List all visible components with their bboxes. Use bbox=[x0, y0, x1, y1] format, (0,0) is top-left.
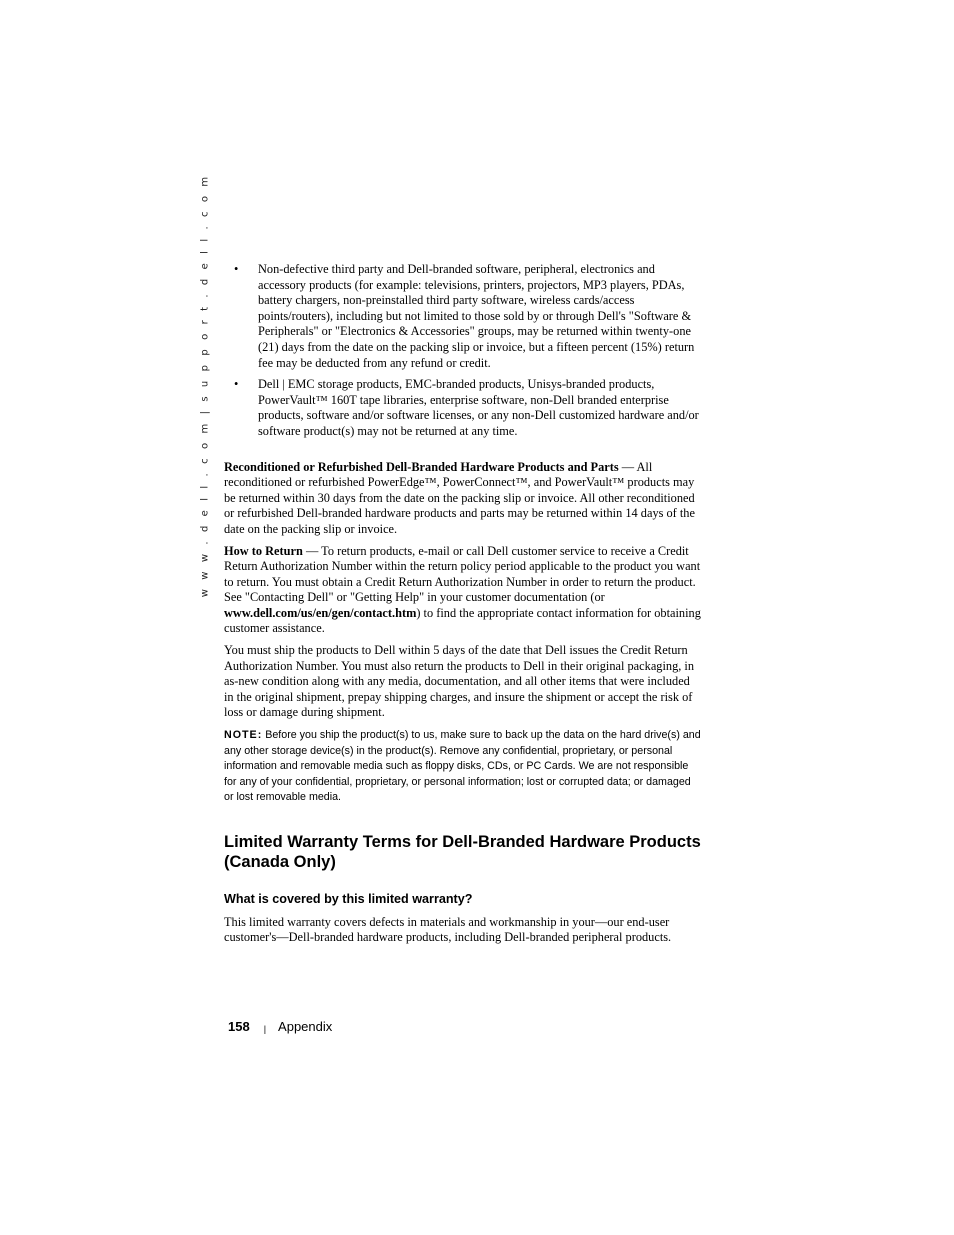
section-heading: Limited Warranty Terms for Dell-Branded Hardware Products (Canada Only) bbox=[224, 832, 701, 872]
note-text: Before you ship the product(s) to us, make sure to back up the data on the hard drive(s) and any other storage device(s) in the product(s). Remove any confidential, proprietary, or personal information and removable media such as floppy disks, CDs, or PC Cards. We are not responsible for any of your confidential, proprietary, or personal information; lost or corrupted data; or damaged or lost removable media. bbox=[224, 729, 701, 804]
reconditioned-text: — All reconditioned or refurbished PowerEdge™, PowerConnect™, and PowerVault™ products may be returned within 30 days from the date on the packing slip or invoice. All other reconditioned or refurbished Dell-branded hardware products and parts may be returned within 14 days of the date on the packing slip or invoice. bbox=[224, 459, 695, 536]
list-item bbox=[224, 377, 702, 439]
how-to-return-text-end: ) to find the appropriate contact information for obtaining customer assistance. bbox=[224, 605, 701, 636]
subheading: What is covered by this limited warranty? bbox=[224, 891, 473, 906]
reconditioned-lead: Reconditioned or Refurbished Dell-Branded Hardware Products and Parts bbox=[224, 459, 619, 474]
page-number: 158 bbox=[228, 1019, 250, 1034]
page-footer bbox=[228, 1018, 332, 1038]
page-content bbox=[224, 262, 702, 952]
side-url-text bbox=[197, 173, 213, 597]
bullet-icon: • bbox=[234, 377, 239, 392]
footer-separator: | bbox=[263, 1024, 267, 1034]
return-exceptions-list bbox=[224, 262, 702, 440]
reconditioned-paragraph bbox=[224, 460, 702, 538]
footer-section-label: Appendix bbox=[278, 1019, 333, 1034]
how-to-return-paragraph bbox=[224, 544, 702, 638]
list-item-text: Non-defective third party and Dell-branded software, peripheral, electronics and accessory products (for example: televisions, printers, projectors, MP3 players, PDAs, battery chargers, non-preinstalled third party software, wireless cards/access points/routers), including but not limited to those sold by or through Dell's "Software & Peripherals" or "Electronics & Accessories" groups, may be returned within twenty-one (21) days from the date on the packing slip or invoice, but a fifteen percent (15%) return fee may be deducted from any refund or credit. bbox=[258, 262, 695, 370]
note-label: NOTE: bbox=[224, 729, 263, 742]
note-box bbox=[224, 728, 702, 806]
covered-paragraph: This limited warranty covers defects in materials and workmanship in your—our end-user customer's—Dell-branded hardware products, including Dell-branded peripheral products. bbox=[224, 914, 672, 945]
list-item bbox=[224, 262, 702, 371]
how-to-return-lead: How to Return bbox=[224, 543, 303, 558]
contact-url-link[interactable]: www.dell.com/us/en/gen/contact.htm bbox=[224, 605, 417, 620]
side-url-label: w w w . d e l l . c o m | s u p p o r t . d e l l . c o m bbox=[199, 173, 211, 597]
bullet-icon: • bbox=[234, 262, 239, 276]
list-item-text: Dell | EMC storage products, EMC-branded products, Unisys-branded products, PowerVault™ 160T tape libraries, enterprise software, non-Dell branded enterprise products, software and/or software licenses, or any non-Dell customized hardware and/or software product(s) may not be returned at any time. bbox=[258, 377, 699, 438]
ship-paragraph: You must ship the products to Dell within 5 days of the date that Dell issues the Credit Return Authorization Number. You must also return the products to Dell in their original packaging, in as-new condition along with any media, documentation, and all other items that were included in the original shipment, prepay shipping charges, and insure the shipment or accept the risk of loss or damage during shipment. bbox=[224, 643, 695, 720]
how-to-return-text: — To return products, e-mail or call Dell customer service to receive a Credit Return Authorization Number within the return policy period applicable to the product you want to return. You must obtain a Credit Return Authorization Number in order to return the product. See "Contacting Dell" or "Getting Help" in your customer documentation (or bbox=[224, 543, 701, 605]
